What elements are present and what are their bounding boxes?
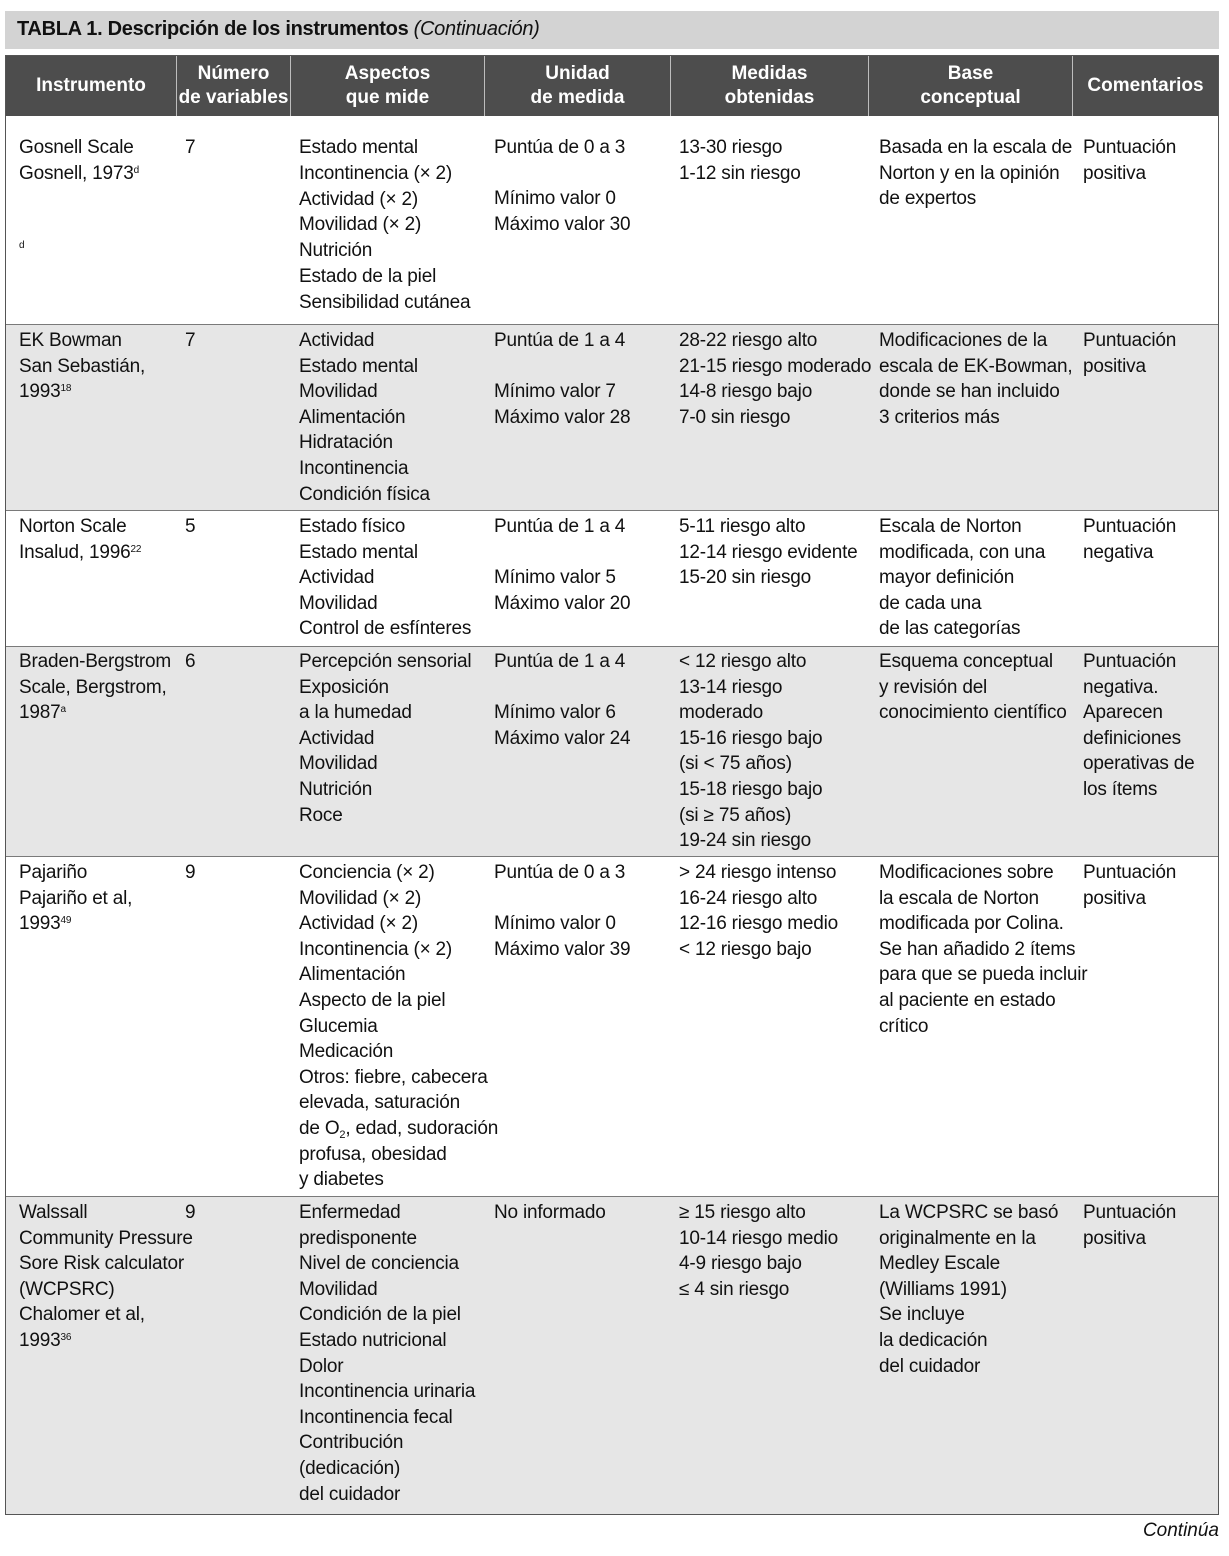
cell-measures: < 12 riesgo alto 13-14 riesgo moderado 15-16 riesgo bajo (si < 75 años) 15-18 riesgo bajo (si ≥ 75 años) 19-24 sin riesgo bbox=[679, 651, 823, 852]
cell-measures: > 24 riesgo intenso 16-24 riesgo alto 12-16 riesgo medio < 12 riesgo bajo bbox=[679, 862, 839, 960]
column-header-base: Base conceptual bbox=[868, 56, 1072, 116]
column-header-unidad: Unidad de medida bbox=[484, 56, 670, 116]
cell-aspects: Enfermedad predisponente Nivel de conciencia Movilidad Condición de la piel Estado nutricional Dolor Incontinencia urinaria Incontinencia fecal Contribución (dedicación) del cuidador bbox=[299, 1202, 476, 1505]
continues-note: Continúa bbox=[1142, 1520, 1219, 1541]
cell-unit: Puntúa de 1 a 4 Mínimo valor 5 Máximo valor 20 bbox=[494, 516, 631, 614]
column-header-comentarios: Comentarios bbox=[1072, 56, 1218, 116]
column-header-medidas: Medidas obtenidas bbox=[670, 56, 868, 116]
cell-aspects: Estado mental Incontinencia (× 2) Actividad (× 2) Movilidad (× 2) Nutrición Estado de la piel Sensibilidad cutánea bbox=[299, 137, 471, 313]
cell-comments: Puntuación positiva bbox=[1083, 137, 1177, 184]
cell-instrument: Pajariño Pajariño et al, 1993$^{49}$ bbox=[19, 862, 133, 935]
row-divider bbox=[6, 324, 1218, 325]
cell-instrument: Walssall Community Pressure Sore Risk calculator (WCPSRC) Chalomer et al, 1993$^{36}$ bbox=[19, 1202, 193, 1351]
cell-measures: ≥ 15 riesgo alto 10-14 riesgo medio 4-9 riesgo bajo ≤ 4 sin riesgo bbox=[679, 1202, 839, 1300]
row-divider bbox=[6, 510, 1218, 511]
cell-comments: Puntuación negativa bbox=[1083, 516, 1177, 563]
cell-aspects: Percepción sensorial Exposición a la humedad Actividad Movilidad Nutrición Roce bbox=[299, 651, 472, 826]
footnote-mark: d bbox=[19, 240, 25, 251]
cell-variables: 7 bbox=[185, 137, 196, 158]
cell-basis: La WCPSRC se basó originalmente en la Medley Escale (Williams 1991) Se incluye la dedicación del cuidador bbox=[879, 1202, 1059, 1377]
table-title bbox=[5, 11, 1219, 49]
cell-unit: Puntúa de 1 a 4 Mínimo valor 7 Máximo valor 28 bbox=[494, 330, 631, 428]
cell-basis: Basada en la escala de Norton y en la opinión de expertos bbox=[879, 137, 1073, 210]
column-header-instrumento: Instrumento bbox=[36, 75, 146, 96]
cell-variables: 6 bbox=[185, 651, 196, 672]
cell-comments: Puntuación negativa. Aparecen definiciones operativas de los ítems bbox=[1083, 651, 1195, 800]
cell-comments: Puntuación positiva bbox=[1083, 330, 1177, 377]
cell-basis: Esquema conceptual y revisión del conocimiento científico bbox=[879, 651, 1067, 724]
cell-aspects: Estado físico Estado mental Actividad Movilidad Control de esfínteres bbox=[299, 516, 472, 640]
cell-measures: 28-22 riesgo alto 21-15 riesgo moderado 14-8 riesgo bajo 7-0 sin riesgo bbox=[679, 330, 872, 428]
cell-instrument: Norton Scale Insalud, 1996$^{22}$ bbox=[19, 516, 142, 563]
cell-basis: Modificaciones de la escala de EK-Bowman, donde se han incluido 3 criterios más bbox=[879, 330, 1073, 428]
cell-instrument: EK Bowman San Sebastián, 1993$^{18}$ bbox=[19, 330, 146, 403]
cell-variables: 9 bbox=[185, 1202, 196, 1223]
cell-measures: 13-30 riesgo 1-12 sin riesgo bbox=[679, 137, 801, 184]
cell-comments: Puntuación positiva bbox=[1083, 862, 1177, 909]
cell-instrument: Braden-Bergstrom Scale, Bergstrom, 1987$^a$ bbox=[19, 651, 172, 724]
cell-unit: No informado bbox=[494, 1202, 606, 1223]
cell-unit: Puntúa de 1 a 4 Mínimo valor 6 Máximo valor 24 bbox=[494, 651, 631, 749]
cell-aspects: Actividad Estado mental Movilidad Alimentación Hidratación Incontinencia Condición física bbox=[299, 330, 430, 505]
column-header-numero-variables: Número de variables bbox=[176, 56, 290, 116]
row-divider bbox=[6, 1196, 1218, 1197]
cell-unit: Puntúa de 0 a 3 Mínimo valor 0 Máximo valor 39 bbox=[494, 862, 631, 960]
cell-instrument: Gosnell Scale Gosnell, 1973$^d$ bbox=[19, 137, 140, 184]
cell-measures: 5-11 riesgo alto 12-14 riesgo evidente 15-20 sin riesgo bbox=[679, 516, 858, 589]
cell-variables: 9 bbox=[185, 862, 196, 883]
table-title-continuation: (Continuación) bbox=[413, 18, 540, 40]
row-divider bbox=[6, 856, 1218, 857]
cell-comments: Puntuación positiva bbox=[1083, 1202, 1177, 1249]
cell-aspects: Conciencia (× 2) Movilidad (× 2) Actividad (× 2) Incontinencia (× 2) Alimentación Aspecto de la piel Glucemia Medicación Otros: fiebre, cabecera elevada, saturación de $O_2$, edad, sudoración profusa, obesidad y diabetes bbox=[299, 862, 499, 1191]
cell-variables: 5 bbox=[185, 516, 196, 537]
table-title-text: TABLA 1. Descripción de los instrumentos bbox=[17, 18, 409, 40]
cell-unit: Puntúa de 0 a 3 Mínimo valor 0 Máximo valor 30 bbox=[494, 137, 631, 235]
column-header-aspectos: Aspectos que mide bbox=[290, 56, 484, 116]
cell-basis: Modificaciones sobre la escala de Norton modificada por Colina. Se han añadido 2 ítems para que se pueda incluir al paciente en estado crítico bbox=[879, 862, 1088, 1037]
table-header-row bbox=[6, 56, 1218, 116]
cell-basis: Escala de Norton modificada, con una mayor definición de cada una de las categorías bbox=[879, 516, 1046, 640]
cell-variables: 7 bbox=[185, 330, 196, 351]
row-divider bbox=[6, 646, 1218, 647]
